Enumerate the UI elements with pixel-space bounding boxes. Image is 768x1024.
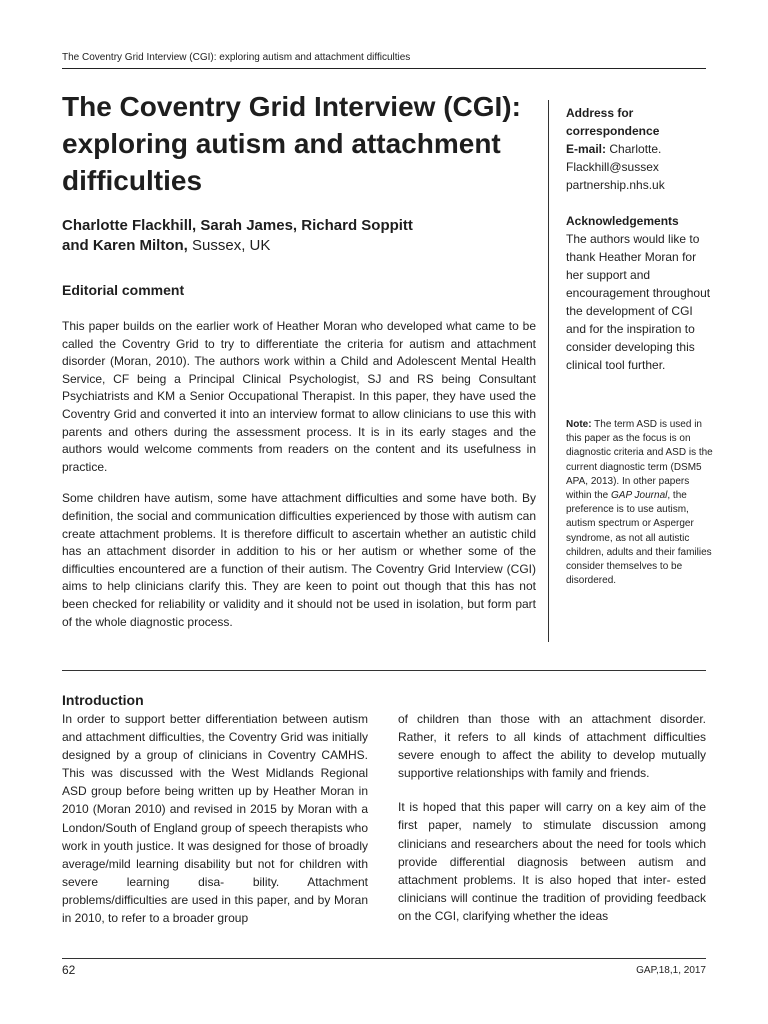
body-paragraph: It is hoped that this paper will carry on a key aim of the first paper, namely to stimulate discussion among clinicians and researchers about the need for tools which provide differential diagnosis between autism and attachment problems. It is also hoped that inter- ested clinicians will continue the tradition of providing feedback on the CGI, clarifying whether the ideas	[398, 800, 706, 923]
section-rule	[62, 670, 706, 671]
footer-rule	[62, 958, 706, 959]
introduction-heading: Introduction	[62, 692, 144, 708]
author-affiliation: Sussex, UK	[187, 237, 271, 254]
acknowledgements-text: The authors would like to thank Heather Moran for her support and encouragement throughout the development of CGI and for the inspiration to consider developing this clinical tool further.	[566, 232, 711, 372]
correspondence-heading: Address for correspondence	[566, 106, 660, 138]
editorial-heading: Editorial comment	[62, 282, 185, 298]
email-value: Charlotte. Flackhill@sussex partnership.nhs.uk	[566, 142, 665, 192]
note-text-part2: , the preference is to use autism, autism spectrum or Asperger syndrome, as not all autistic children, adults and their families consider themselves to be disordered.	[566, 490, 712, 587]
header-rule	[62, 68, 706, 69]
note-text-part1: The term ASD is used in this paper as the focus is on diagnostic criteria and ASD is the current diagnostic term (DSM5 APA, 2013). In other papers within the	[566, 419, 713, 502]
sidebar-rule	[548, 100, 549, 642]
author-names-line2: and Karen Milton,	[62, 237, 188, 254]
body-paragraph: of children than those with an attachment disorder. Rather, it refers to all kinds of attachment difficulties severe enough to affect the ability to develop mutually supportive relationships with family and friends.	[398, 712, 706, 781]
editorial-paragraph: Some children have autism, some have attachment difficulties and some have both. By definition, the social and communication difficulties experienced by those with autism can create attachment problems. It is therefore difficult to ascertain whether an autistic child has an attachment disorder in addition to his or her autism or whether some of the difficulties encountered are a function of their autism. The Coventry Grid Interview (CGI) aims to help clinicians clarify this. They are keen to point out though that this has not been checked for reliability or validity and it should not be used in isolation, but form part of the whole diagnostic process.	[62, 491, 536, 629]
note-journal-name: GAP Journal	[611, 490, 668, 502]
body-paragraph: In order to support better differentiation between autism and attachment difficulties, the Coventry Grid was initially designed by a group of clinicians in Coventry CAMHS. This was discussed with the West Midlands Regional ASD group before being written up by Heather Moran in 2010 (Moran 2010) and revised in 2015 by Moran with a London/South of England group of speech therapists who work in youth justice. It was designed for those of broadly average/mild learning disability but not for children with severe learning disa- bility. Attachment problems/difficulties are used in this paper, and by Moran in 2010, to refer to a broader group	[62, 712, 368, 926]
introduction-column-left	[62, 710, 368, 943]
email-label: E-mail:	[566, 142, 607, 156]
running-head: The Coventry Grid Interview (CGI): exploring autism and attachment difficulties	[62, 52, 411, 63]
acknowledgements-block	[566, 212, 716, 374]
acknowledgements-heading: Acknowledgements	[566, 214, 679, 228]
editorial-paragraph: This paper builds on the earlier work of Heather Moran who developed what came to be called the Coventry Grid to try to differentiate the criteria for autism and attachment disorder (Moran, 2010). The authors work within a Child and Adolescent Mental Health Service, CF being a Principal Clinical Psychologist, SJ and RS being Consultant Psychiatrists and KM a Senior Occupational Therapist. In this paper, they have used the Coventry Grid and converted it into an interview format to allow clinicians to use this with parents and others during the assessment process. It is in its early stages and the authors would welcome comments from readers on the content and its usefulness in practice.	[62, 319, 536, 474]
article-title: The Coventry Grid Interview (CGI): exploring autism and attachment difficulties	[62, 91, 521, 196]
author-names-line1: Charlotte Flackhill, Sarah James, Richard Soppitt	[62, 217, 413, 234]
introduction-column-right	[398, 710, 706, 941]
note-label: Note:	[566, 419, 592, 430]
page-number: 62	[62, 963, 76, 977]
terminology-note	[566, 418, 716, 588]
correspondence-email	[566, 140, 716, 194]
journal-reference: GAP,18,1, 2017	[636, 965, 706, 976]
correspondence-block	[566, 104, 716, 194]
author-block	[62, 216, 542, 256]
editorial-body	[62, 318, 536, 645]
